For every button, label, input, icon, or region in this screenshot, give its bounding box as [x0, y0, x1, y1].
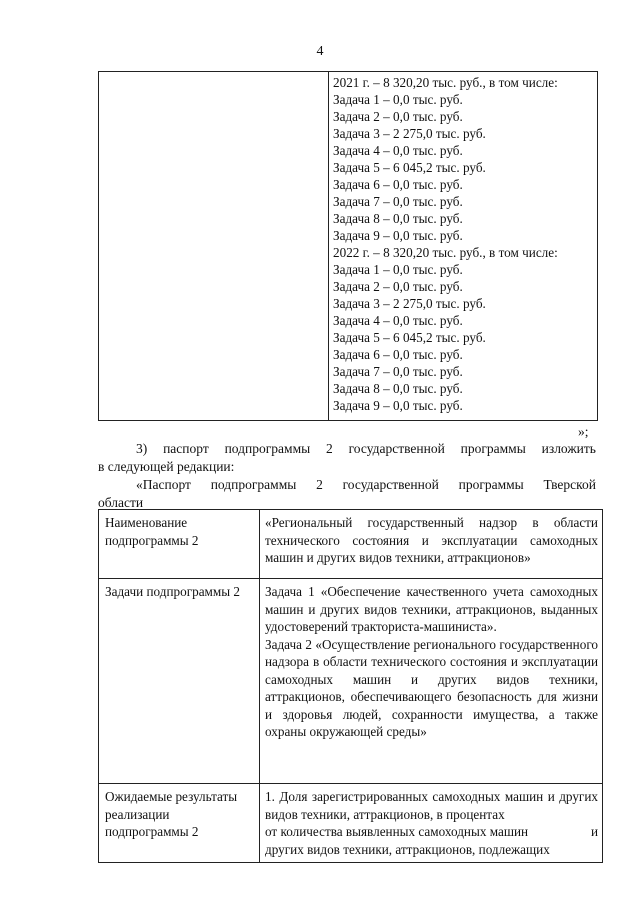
page-number: 4: [316, 44, 324, 59]
passport-heading: [98, 476, 596, 512]
amendment-continuation: в следующей редакции:: [98, 459, 235, 474]
task-1-text: Задача 1 «Обеспечение качественного учета самоходных машин и других видов техники, аттракционов, выданных удостоверений тракториста-машиниста».: [265, 584, 598, 634]
word: программы: [460, 441, 526, 456]
funding-line: Задача 6 – 0,0 тыс. руб.: [333, 347, 463, 362]
word: 2: [316, 477, 323, 492]
funding-line: Задача 8 – 0,0 тыс. руб.: [333, 211, 463, 226]
word: изложить: [541, 441, 596, 456]
funding-line: Задача 1 – 0,0 тыс. руб.: [333, 262, 463, 277]
result-text-middle: [265, 823, 598, 841]
funding-line: Задача 9 – 0,0 тыс. руб.: [333, 398, 463, 413]
word: 2: [326, 441, 333, 456]
result-mid-left: от количества выявленных самоходных машин: [265, 824, 529, 839]
row-content: [260, 784, 603, 863]
passport-heading-continuation: области: [98, 495, 144, 510]
word: паспорт: [163, 441, 209, 456]
word: Тверской: [543, 477, 596, 492]
row-label: Задачи подпрограммы 2: [99, 579, 260, 784]
passport-table: [98, 509, 603, 863]
funding-line: Задача 1 – 0,0 тыс. руб.: [333, 92, 463, 107]
row-label: Наименование подпрограммы 2: [99, 510, 260, 579]
passport-row-results: [99, 784, 603, 863]
result-text-start: 1. Доля зарегистрированных самоходных машин и других видов техники, аттракционов, в процентах: [265, 789, 598, 822]
word: государственной: [348, 441, 445, 456]
funding-line: Задача 7 – 0,0 тыс. руб.: [333, 194, 463, 209]
funding-line: 2022 г. – 8 320,20 тыс. руб., в том числе:: [333, 245, 558, 260]
passport-heading-first-line: [98, 476, 596, 494]
funding-line: Задача 3 – 2 275,0 тыс. руб.: [333, 126, 486, 141]
word: подпрограммы: [210, 477, 297, 492]
funding-line: Задача 6 – 0,0 тыс. руб.: [333, 177, 463, 192]
funding-line: Задача 9 – 0,0 тыс. руб.: [333, 228, 463, 243]
word: 3): [136, 441, 148, 456]
result-text-end: других видов техники, аттракционов, подлежащих: [265, 841, 550, 857]
row-label: Ожидаемые результаты реализации подпрограммы 2: [99, 784, 260, 863]
row-content: [260, 579, 603, 784]
row-content: «Региональный государственный надзор в области технического состояния и эксплуатации самоходных машин и других видов техники, аттракционов»: [260, 510, 603, 579]
task-2-text: Задача 2 «Осуществление регионального государственного надзора в области технического состояния и эксплуатации самоходных машин и других видов техники, аттракционов, обеспечивающего безопасность для жизни и здоровья людей, сохранности имущества, а также охраны окружающей среды»: [265, 636, 598, 739]
funding-line: Задача 2 – 0,0 тыс. руб.: [333, 279, 463, 294]
passport-row-name: [99, 510, 603, 579]
funding-table: [98, 71, 598, 421]
funding-line: 2021 г. – 8 320,20 тыс. руб., в том числе:: [333, 75, 558, 90]
closing-quote: »;: [578, 424, 589, 439]
funding-line: Задача 8 – 0,0 тыс. руб.: [333, 381, 463, 396]
amendment-first-line: [98, 440, 596, 458]
word: программы: [458, 477, 524, 492]
passport-row-tasks: [99, 579, 603, 784]
funding-line: Задача 5 – 6 045,2 тыс. руб.: [333, 160, 486, 175]
word: подпрограммы: [224, 441, 311, 456]
funding-row: [99, 72, 598, 421]
funding-line: Задача 4 – 0,0 тыс. руб.: [333, 313, 463, 328]
word: «Паспорт: [136, 477, 191, 492]
funding-empty-cell: [99, 72, 329, 421]
funding-line: Задача 4 – 0,0 тыс. руб.: [333, 143, 463, 158]
funding-line: Задача 2 – 0,0 тыс. руб.: [333, 109, 463, 124]
word: государственной: [342, 477, 439, 492]
amendment-paragraph: [98, 440, 596, 476]
result-mid-right: и: [590, 824, 598, 839]
funding-line: Задача 3 – 2 275,0 тыс. руб.: [333, 296, 486, 311]
funding-line: Задача 5 – 6 045,2 тыс. руб.: [333, 330, 486, 345]
funding-line: Задача 7 – 0,0 тыс. руб.: [333, 364, 463, 379]
funding-values-cell: [329, 72, 598, 421]
